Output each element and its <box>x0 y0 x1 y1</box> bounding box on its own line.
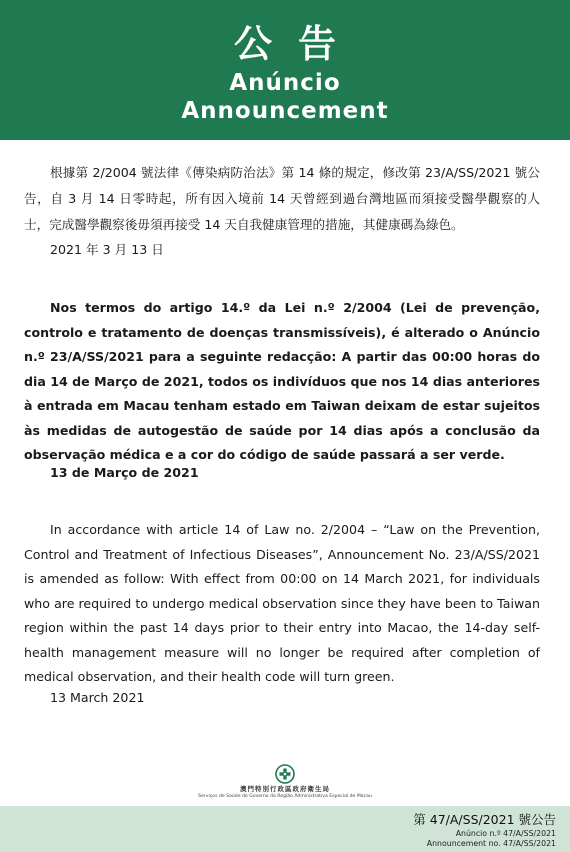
date-english: 13 March 2021 <box>50 690 145 705</box>
paragraph-portuguese: Nos termos do artigo 14.º da Lei n.º 2/2004 (Lei de prevenção, controlo e tratamento de doenças transmissíveis), é alterado o Anúncio n.º 23/A/SS/2021 para a seguinte redacção: A partir das 00:00 horas do dia 14 de Março de 2021, todos os indivíduos que nos 14 dias anteriores à entrada em Macau tenham estado em Taiwan deixam de estar sujeitos às medidas de autogestão de saúde por 14 dias após a conclusão da observação médica e a cor do código de saúde passará a ser verde. <box>24 300 540 462</box>
title-chinese: 公告 <box>233 22 362 66</box>
health-bureau-emblem-icon <box>275 764 295 784</box>
logo-name-portuguese: Serviços de Saúde do Governo da Região Administrativa Especial de Macau <box>198 794 372 799</box>
logo-name-chinese: 澳門特別行政區政府衛生局 <box>240 785 330 793</box>
paragraph-chinese: 根據第 2/2004 號法律《傳染病防治法》第 14 條的規定，修改第 23/A/SS/2021 號公告，自 3 月 14 日零時起，所有因入境前 14 天曾經到過台灣地區而須接受醫學觀察的人士，完成醫學觀察後毋須再接受 14 天自我健康管理的措施，其健康碼為綠色。 <box>24 165 540 232</box>
footer-reference-chinese: 第 47/A/SS/2021 號公告 <box>413 812 556 827</box>
footer-reference-english: Announcement no. 47/A/SS/2021 <box>426 839 556 848</box>
date-chinese: 2021 年 3 月 13 日 <box>50 242 164 257</box>
title-english: Announcement <box>181 98 389 124</box>
health-bureau-logo <box>198 764 372 804</box>
footer-band <box>0 806 570 852</box>
paragraph-english: In accordance with article 14 of Law no. 2/2004 – “Law on the Prevention, Control and Treatment of Infectious Diseases”, Announcement No. 23/A/SS/2021 is amended as follow: With effect from 00:00 on 14 March 2021, for individuals who are required to undergo medical observation since they have been to Taiwan region within the past 14 days prior to their entry into Macao, the 14-day self-health management measure will no longer be required after completion of medical observation, and their health code will turn green. <box>24 522 540 684</box>
footer-reference-portuguese: Anúncio n.º 47/A/SS/2021 <box>455 829 556 838</box>
announcement-header <box>0 0 570 140</box>
date-portuguese: 13 de Março de 2021 <box>50 465 199 480</box>
title-portuguese: Anúncio <box>229 70 341 96</box>
